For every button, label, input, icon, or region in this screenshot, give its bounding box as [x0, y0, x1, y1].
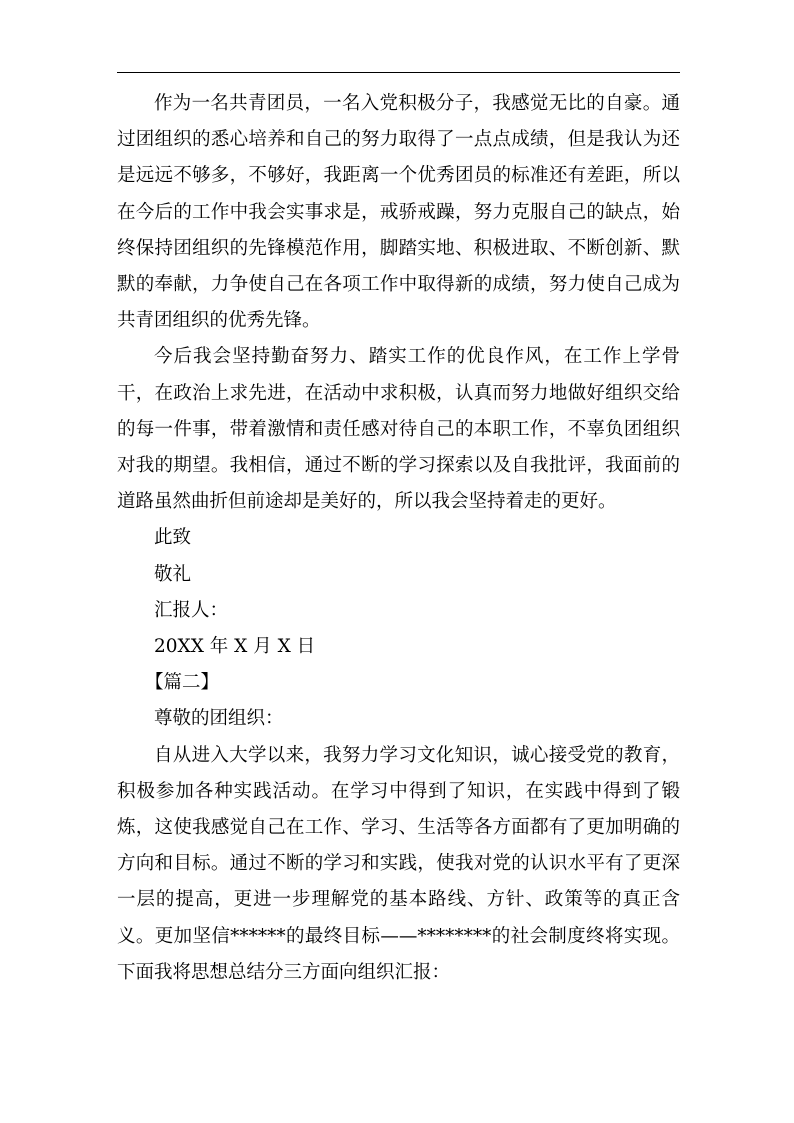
closing-line-1: 此致 [154, 527, 192, 549]
reporter-label: 汇报人： [154, 599, 229, 621]
document-body [117, 86, 680, 991]
salutation: 尊敬的团组织： [154, 708, 284, 730]
header-rule [117, 72, 680, 73]
closing-line-2: 敬礼 [154, 563, 192, 585]
paragraph-2: 今后我会坚持勤奋努力、踏实工作的优良作风，在工作上学骨干，在政治上求先进，在活动中求积极，认真而努力地做好组织交给的每一件事，带着激情和责任感对待自己的本职工作，不辜负团组织对我的期望。我相信，通过不断的学习探索以及自我批评，我面前的道路虽然曲折但前途却是美好的，所以我会坚持着走的更好。 [117, 346, 680, 513]
section-title: 【篇二】 [145, 672, 220, 694]
paragraph-1: 作为一名共青团员，一名入党积极分子，我感觉无比的自豪。通过团组织的悉心培养和自己的努力取得了一点点成绩，但是我认为还是远远不够多，不够好，我距离一个优秀团员的标准还有差距，所以在今后的工作中我会实事求是，戒骄戒躁，努力克服自己的缺点，始终保持团组织的先锋模范作用，脚踏实地、积极进取、不断创新、默默的奉献，力争使自己在各项工作中取得新的成绩，努力使自己成为共青团组织的优秀先锋。 [117, 93, 680, 332]
paragraph-3: 自从进入大学以来，我努力学习文化知识，诚心接受党的教育，积极参加各种实践活动。在学习中得到了知识，在实践中得到了锻炼，这使我感觉自己在工作、学习、生活等各方面都有了更加明确的方向和目标。通过不断的学习和实践，使我对党的认识水平有了更深一层的提高，更进一步理解党的基本路线、方针、政策等的真正含义。更加坚信******的最终目标——********的社会制度终将实现。下面我将思想总结分三方面向组织汇报： [117, 744, 680, 983]
report-date: 20XX 年 X 月 X 日 [154, 636, 316, 658]
